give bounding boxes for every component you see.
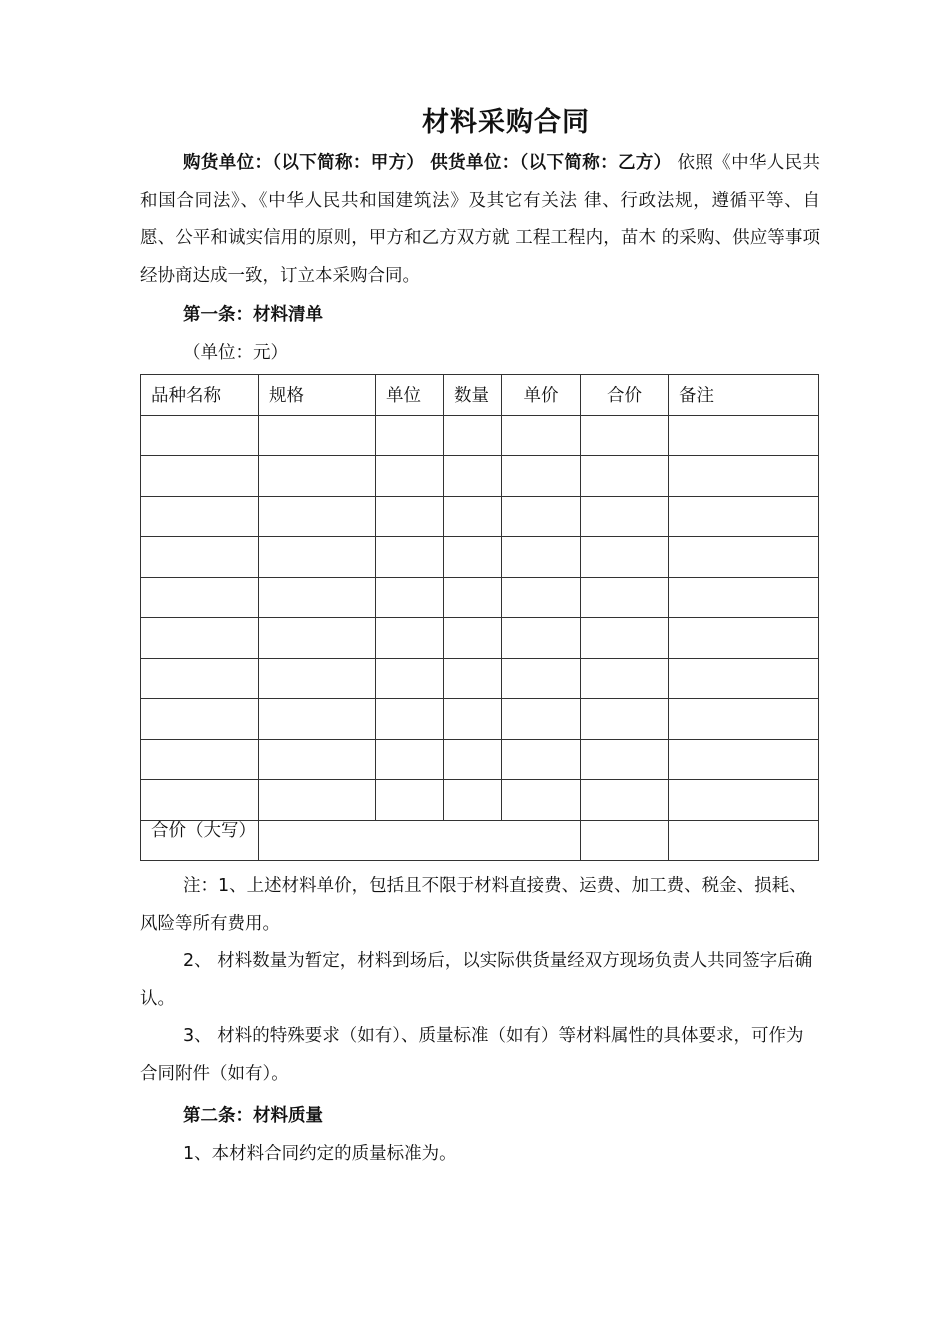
table-cell [502, 415, 581, 456]
table-cell [669, 658, 819, 699]
table-cell [669, 537, 819, 578]
table-cell [141, 658, 259, 699]
table-cell [581, 415, 669, 456]
table-cell [502, 537, 581, 578]
table-cell [141, 739, 259, 780]
table-row [141, 496, 819, 537]
table-cell [669, 577, 819, 618]
section1-heading: 第一条：材料清单 [183, 305, 323, 325]
table-cell [259, 456, 376, 497]
table-cell [259, 699, 376, 740]
table-row [141, 780, 819, 821]
table-row [141, 577, 819, 618]
intro-text: 依照《中华人民共和国合同法》、《中华人民共和国建筑法》及其它有关法 律、行政法规，遵循平等、自愿、公平和诚实信用的原则，甲方和乙方双方就 工程工程内，苗木 的采购、供应等事项经协商达成一致，订立本采购合同。 [140, 153, 821, 286]
table-cell [502, 577, 581, 618]
table-cell [444, 496, 502, 537]
table-cell [141, 618, 259, 659]
table-cell [376, 780, 444, 821]
table-cell [502, 780, 581, 821]
table-row [141, 537, 819, 578]
table-cell [376, 537, 444, 578]
table-cell [581, 618, 669, 659]
header-quantity: 数量 [444, 375, 502, 416]
table-cell [376, 496, 444, 537]
table-cell [259, 415, 376, 456]
table-cell [259, 658, 376, 699]
table-cell [141, 577, 259, 618]
table-cell [669, 780, 819, 821]
table-row [141, 618, 819, 659]
table-cell [259, 739, 376, 780]
buyer-label: 购货单位：（以下简称：甲方） [183, 153, 425, 173]
table-cell [141, 415, 259, 456]
table-cell [502, 618, 581, 659]
supplier-label: 供货单位：（以下简称：乙方） [430, 153, 672, 173]
table-cell [376, 618, 444, 659]
materials-table [140, 374, 819, 861]
note-3: 3、 材料的特殊要求（如有）、质量标准（如有）等材料属性的具体要求，可作为合同附件（如有）。 [140, 1026, 804, 1084]
total-price-cell [581, 820, 669, 861]
table-cell [376, 658, 444, 699]
table-cell [502, 699, 581, 740]
table-row [141, 739, 819, 780]
table-cell [444, 739, 502, 780]
table-cell [444, 658, 502, 699]
table-cell [376, 739, 444, 780]
table-cell [376, 699, 444, 740]
table-cell [581, 739, 669, 780]
table-cell [376, 456, 444, 497]
note-1: 注：1、上述材料单价，包括且不限于材料直接费、运费、加工费、税金、损耗、风险等所有费用。 [140, 876, 807, 934]
header-variety: 品种名称 [141, 375, 259, 416]
table-cell [259, 780, 376, 821]
table-cell [141, 537, 259, 578]
document-title: 材料采购合同 [422, 107, 590, 138]
table-cell [376, 577, 444, 618]
table-cell [669, 739, 819, 780]
table-cell [581, 658, 669, 699]
table-cell [669, 415, 819, 456]
table-cell [444, 577, 502, 618]
table-cell [502, 456, 581, 497]
table-row [141, 658, 819, 699]
table-cell [669, 496, 819, 537]
table-cell [259, 496, 376, 537]
table-cell [581, 496, 669, 537]
table-cell [444, 415, 502, 456]
table-cell [669, 456, 819, 497]
header-unit: 单位 [376, 375, 444, 416]
table-cell [444, 780, 502, 821]
table-cell [669, 699, 819, 740]
table-cell [581, 699, 669, 740]
table-cell [581, 577, 669, 618]
table-cell [502, 658, 581, 699]
table-cell [444, 456, 502, 497]
header-total-price: 合价 [581, 375, 669, 416]
intro-paragraph [140, 145, 820, 295]
table-cell [581, 537, 669, 578]
quality-item-1: 1、本材料合同约定的质量标准为。 [183, 1144, 457, 1164]
table-cell [444, 618, 502, 659]
table-cell [141, 699, 259, 740]
table-row [141, 415, 819, 456]
table-header-row [141, 375, 819, 416]
unit-note: （单位：元） [183, 343, 288, 363]
table-cell [581, 780, 669, 821]
table-cell [502, 496, 581, 537]
table-cell [259, 537, 376, 578]
total-label: 合价（大写） [141, 820, 259, 861]
section2-heading: 第二条：材料质量 [183, 1106, 323, 1126]
table-cell [444, 699, 502, 740]
table-cell [444, 537, 502, 578]
table-row [141, 699, 819, 740]
table-cell [669, 618, 819, 659]
header-remarks: 备注 [669, 375, 819, 416]
table-cell [581, 456, 669, 497]
table-cell [141, 496, 259, 537]
table-cell [502, 739, 581, 780]
header-unit-price: 单价 [502, 375, 581, 416]
total-remarks-cell [669, 820, 819, 861]
table-row [141, 456, 819, 497]
table-cell [141, 780, 259, 821]
header-spec: 规格 [259, 375, 376, 416]
table-cell [141, 456, 259, 497]
total-amount-cell [259, 820, 581, 861]
table-cell [376, 415, 444, 456]
table-cell [259, 618, 376, 659]
total-row [141, 820, 819, 861]
note-2: 2、 材料数量为暂定，材料到场后，以实际供货量经双方现场负责人共同签字后确认。 [140, 951, 813, 1009]
table-cell [259, 577, 376, 618]
